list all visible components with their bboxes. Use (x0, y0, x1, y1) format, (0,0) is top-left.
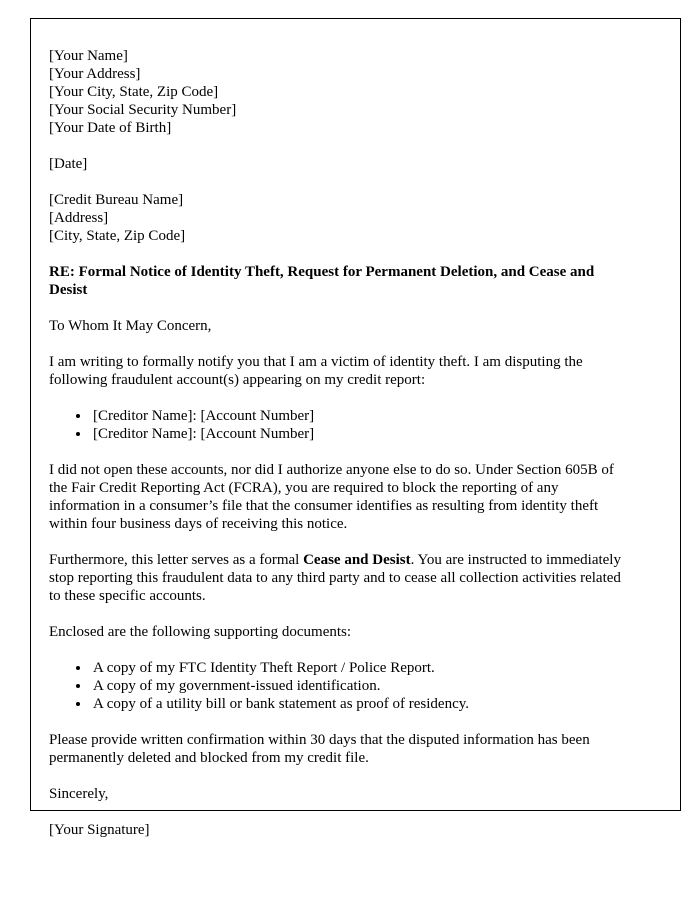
disputed-accounts-list (49, 407, 632, 443)
enclosure-item: • A copy of my government-issued identification. (91, 677, 632, 695)
enclosure-item: • A copy of my FTC Identity Theft Report / Police Report. (91, 659, 632, 677)
date-line: [Date] (49, 156, 88, 172)
paragraph-enclosed: Enclosed are the following supporting documents: (49, 624, 352, 640)
salutation: To Whom It May Concern, (49, 318, 212, 334)
paragraph-intro: I am writing to formally notify you that I am a victim of identity theft. I am disputing the following fraudulent account(s) appearing on my credit report: (49, 354, 583, 388)
paragraph-confirmation: Please provide written confirmation within 30 days that the disputed information has been permanently deleted and blocked from my credit file. (49, 732, 590, 766)
sender-address-line: [Your Address] (49, 66, 141, 82)
date-block (49, 155, 632, 173)
paragraph-cease-desist (49, 551, 632, 605)
sender-dob-line: [Your Date of Birth] (49, 120, 172, 136)
disputed-account-item: • [Creditor Name]: [Account Number] (91, 407, 632, 425)
signature-placeholder: [Your Signature] (49, 822, 150, 838)
enclosure-item: • A copy of a utility bill or bank statement as proof of residency. (91, 695, 632, 713)
sender-block (49, 47, 632, 137)
sender-city-line: [Your City, State, Zip Code] (49, 84, 219, 100)
cease-text-bold: Cease and Desist (303, 552, 411, 568)
sender-ssn-line: [Your Social Security Number] (49, 102, 237, 118)
subject-line: RE: Formal Notice of Identity Theft, Request for Permanent Deletion, and Cease and Desist (49, 264, 595, 298)
cease-text-before: Furthermore, this letter serves as a formal (49, 552, 304, 568)
sender-name-line: [Your Name] (49, 48, 128, 64)
closing: Sincerely, (49, 786, 109, 802)
disputed-account-item: • [Creditor Name]: [Account Number] (91, 425, 632, 443)
recipient-city-line: [City, State, Zip Code] (49, 228, 186, 244)
letter-page (30, 18, 681, 838)
paragraph-fcra: I did not open these accounts, nor did I authorize anyone else to do so. Under Section 605B of the Fair Credit Reporting Act (FCRA), you are required to block the reporting of any information in a consumer’s file that the consumer identifies as resulting from identity theft within four business days of receiving this notice. (49, 462, 614, 532)
recipient-address-line: [Address] (49, 210, 109, 226)
enclosures-list (49, 659, 632, 713)
recipient-bureau-line: [Credit Bureau Name] (49, 192, 184, 208)
cease-text-after: . You are instructed to immediately stop reporting this fraudulent data to any third party and to cease all collection activities related to these specific accounts. (49, 552, 621, 604)
recipient-block (49, 191, 632, 245)
